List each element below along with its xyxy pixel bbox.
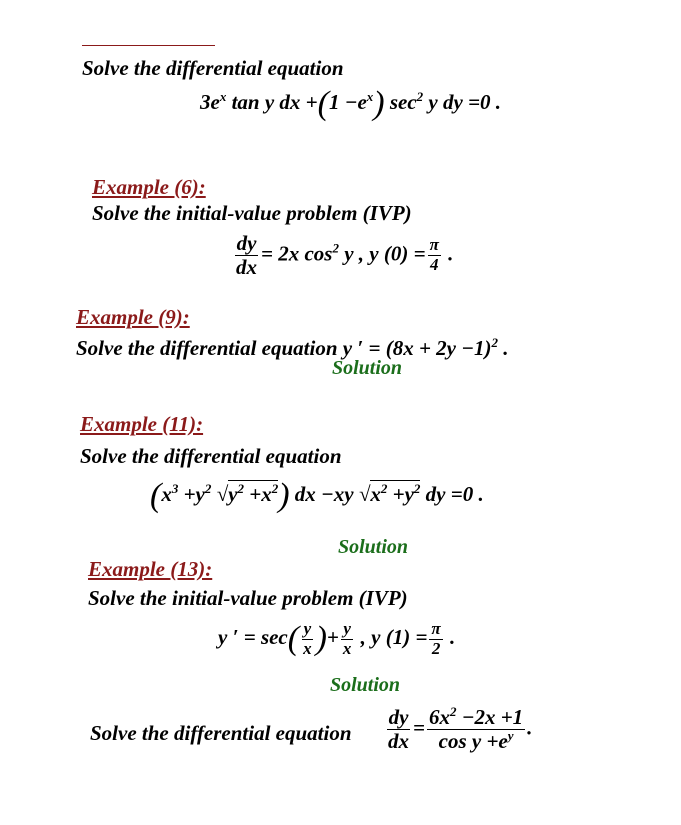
example11-text: Solve the differential equation [80, 444, 342, 468]
example11-solution: Solution [338, 536, 409, 558]
example6-heading: Example (6): [92, 175, 206, 199]
example13-equation: y ′ = sec( $\frac{y}{x}$ )+ $\frac{y}{x}$ , y (1) = $\frac{\pi}{2}$ . [218, 619, 456, 658]
problem1-equation: $3e^x$ tan y dx $+(1 -e^x)$ $\sec^2 y$ dy =0 . [200, 85, 502, 123]
top-divider [82, 45, 215, 46]
example9-heading: Example (9): [76, 305, 190, 329]
last-problem-equation: $\frac{dy}{dx}$ = $\frac{6x^2 -2x +1}{\cos y +e^y}$ . [388, 704, 533, 754]
example13-solution-cut: Solution [330, 674, 401, 696]
example11-equation: ($x^3 +y^2$ $√y^2 +x^2$) dx −xy $√x^2 +y^2$ dy =0 . [150, 477, 484, 515]
example13-heading: Example (13): [88, 557, 213, 581]
example13-text: Solve the initial-value problem (IVP) [88, 586, 408, 610]
last-problem-text: Solve the differential equation [90, 721, 352, 745]
example9-solution-cut: Solution [332, 357, 403, 379]
example6-text: Solve the initial-value problem (IVP) [92, 201, 412, 225]
example11-heading: Example (11): [80, 412, 204, 436]
example9-line: Solve the differential equation y ′ = $(8x + 2y -1)^2$ . [76, 335, 509, 360]
example6-equation: $\frac{dy}{dx}$ = 2x $\cos^2 y$ , y (0) = $\frac{\pi}{4}$ . [236, 231, 454, 280]
problem1-text: Solve the differential equation [82, 56, 344, 80]
